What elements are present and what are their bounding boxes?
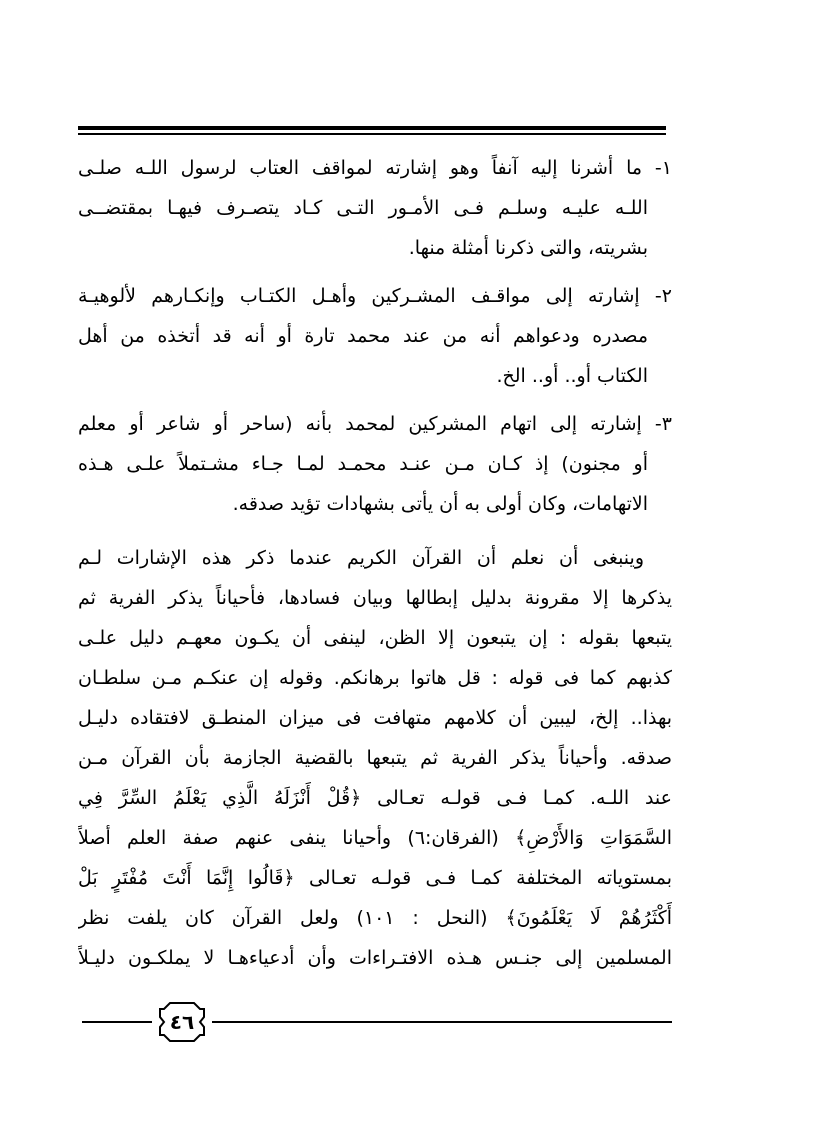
header-rule-thick <box>78 126 666 130</box>
list-item-1-line-2: اللـه عليـه وسلـم فـى الأمـور التـى كـاد يتصـرف فيهـا بمقتضــى <box>78 197 648 219</box>
page-body <box>78 148 672 978</box>
paragraph-line-1: وينبغى أن نعلم أن القرآن الكريم عندما ذكر هذه الإشارات لـم <box>78 547 644 569</box>
list-item-2-line-3: الكتاب أو.. أو.. الخ. <box>496 365 648 387</box>
page-number: ٤٦ <box>169 1010 195 1034</box>
footer-rule-right <box>212 1021 672 1023</box>
list-item-1-line-3: بشريته، والتى ذكرنا أمثلة منها. <box>408 237 648 259</box>
list-item-2-line-2: مصدره ودعواهم أنه من عند محمد تارة أو أنه قد أتخذه من أهل <box>78 325 648 347</box>
footer-rule-left <box>82 1021 152 1023</box>
list-item-3-line-1: ٣- إشارته إلى اتهام المشركين لمحمد بأنه (ساحر أو شاعر أو معلم <box>78 413 672 435</box>
paragraph-line-2: يذكرها إلا مقرونة بدليل إبطالها وبيان فسادها، فأحياناً يذكر الفرية ثم <box>78 587 672 609</box>
list-item-3 <box>78 404 672 524</box>
paragraph-line-3: يتبعها بقوله : إن يتبعون إلا الظن، لينفى أن يكـون معهـم دليل علـى <box>78 627 672 649</box>
header-rule-thin <box>78 133 666 135</box>
body-paragraph <box>78 538 672 978</box>
paragraph-line-5: بهذا.. إلخ، ليبين أن كلامهم متهافت فى ميزان المنطـق لافتقاده دليـل <box>78 707 672 729</box>
page-footer <box>82 997 672 1057</box>
list-item-3-line-2: أو مجنون) إذ كـان مـن عنـد محمـد لمـا جـاء مشـتملاً علـى هـذه <box>78 453 648 475</box>
list-item-3-line-3: الاتهامات، وكان أولى به أن يأتى بشهادات تؤيد صدقه. <box>232 493 648 515</box>
list-item-1-line-1: ١- ما أشرنا إليه آنفاً وهو إشارته لمواقف العتاب لرسول اللـه صلـى <box>78 157 672 179</box>
paragraph-line-8: السَّمَوَاتِ وَالأَرْضِ﴾ (الفرقان:٦) وأحيانا ينفى عنهم صفة العلم أصلاً <box>78 827 672 849</box>
list-item-2-line-1: ٢- إشارته إلى مواقـف المشـركين وأهـل الكتـاب وإنكـارهم لألوهيـة <box>78 285 672 307</box>
paragraph-line-10: أَكْثَرُهُمْ لَا يَعْلَمُونَ﴾ (النحل : ١٠١) ولعل القرآن كان يلفت نظر <box>78 907 672 929</box>
paragraph-line-9: بمستوياته المختلفة كمـا فـى قولـه تعـالى ﴿قَالُوا إِنَّمَا أَنْتَ مُفْتَرٍ بَلْ <box>78 867 672 889</box>
paragraph-line-7: عند اللـه. كمـا فـى قولـه تعـالى ﴿قُلْ أَنْزَلَهُ الَّذِي يَعْلَمُ السِّرَّ فِي <box>78 787 672 809</box>
list-item-1 <box>78 148 672 268</box>
list-item-2 <box>78 276 672 396</box>
paragraph-line-6: صدقه. وأحياناً يذكر الفرية ثم يتبعها بالقضية الجازمة بأن القرآن مـن <box>78 747 672 769</box>
paragraph-line-11: المسلمين إلى جنـس هـذه الافتـراءات وأن أدعياءهـا لا يملكـون دليـلاً <box>78 947 672 969</box>
paragraph-line-4: كذبهم كما فى قوله : قل هاتوا برهانكم. وقوله إن عنكـم مـن سلطـان <box>78 667 672 689</box>
